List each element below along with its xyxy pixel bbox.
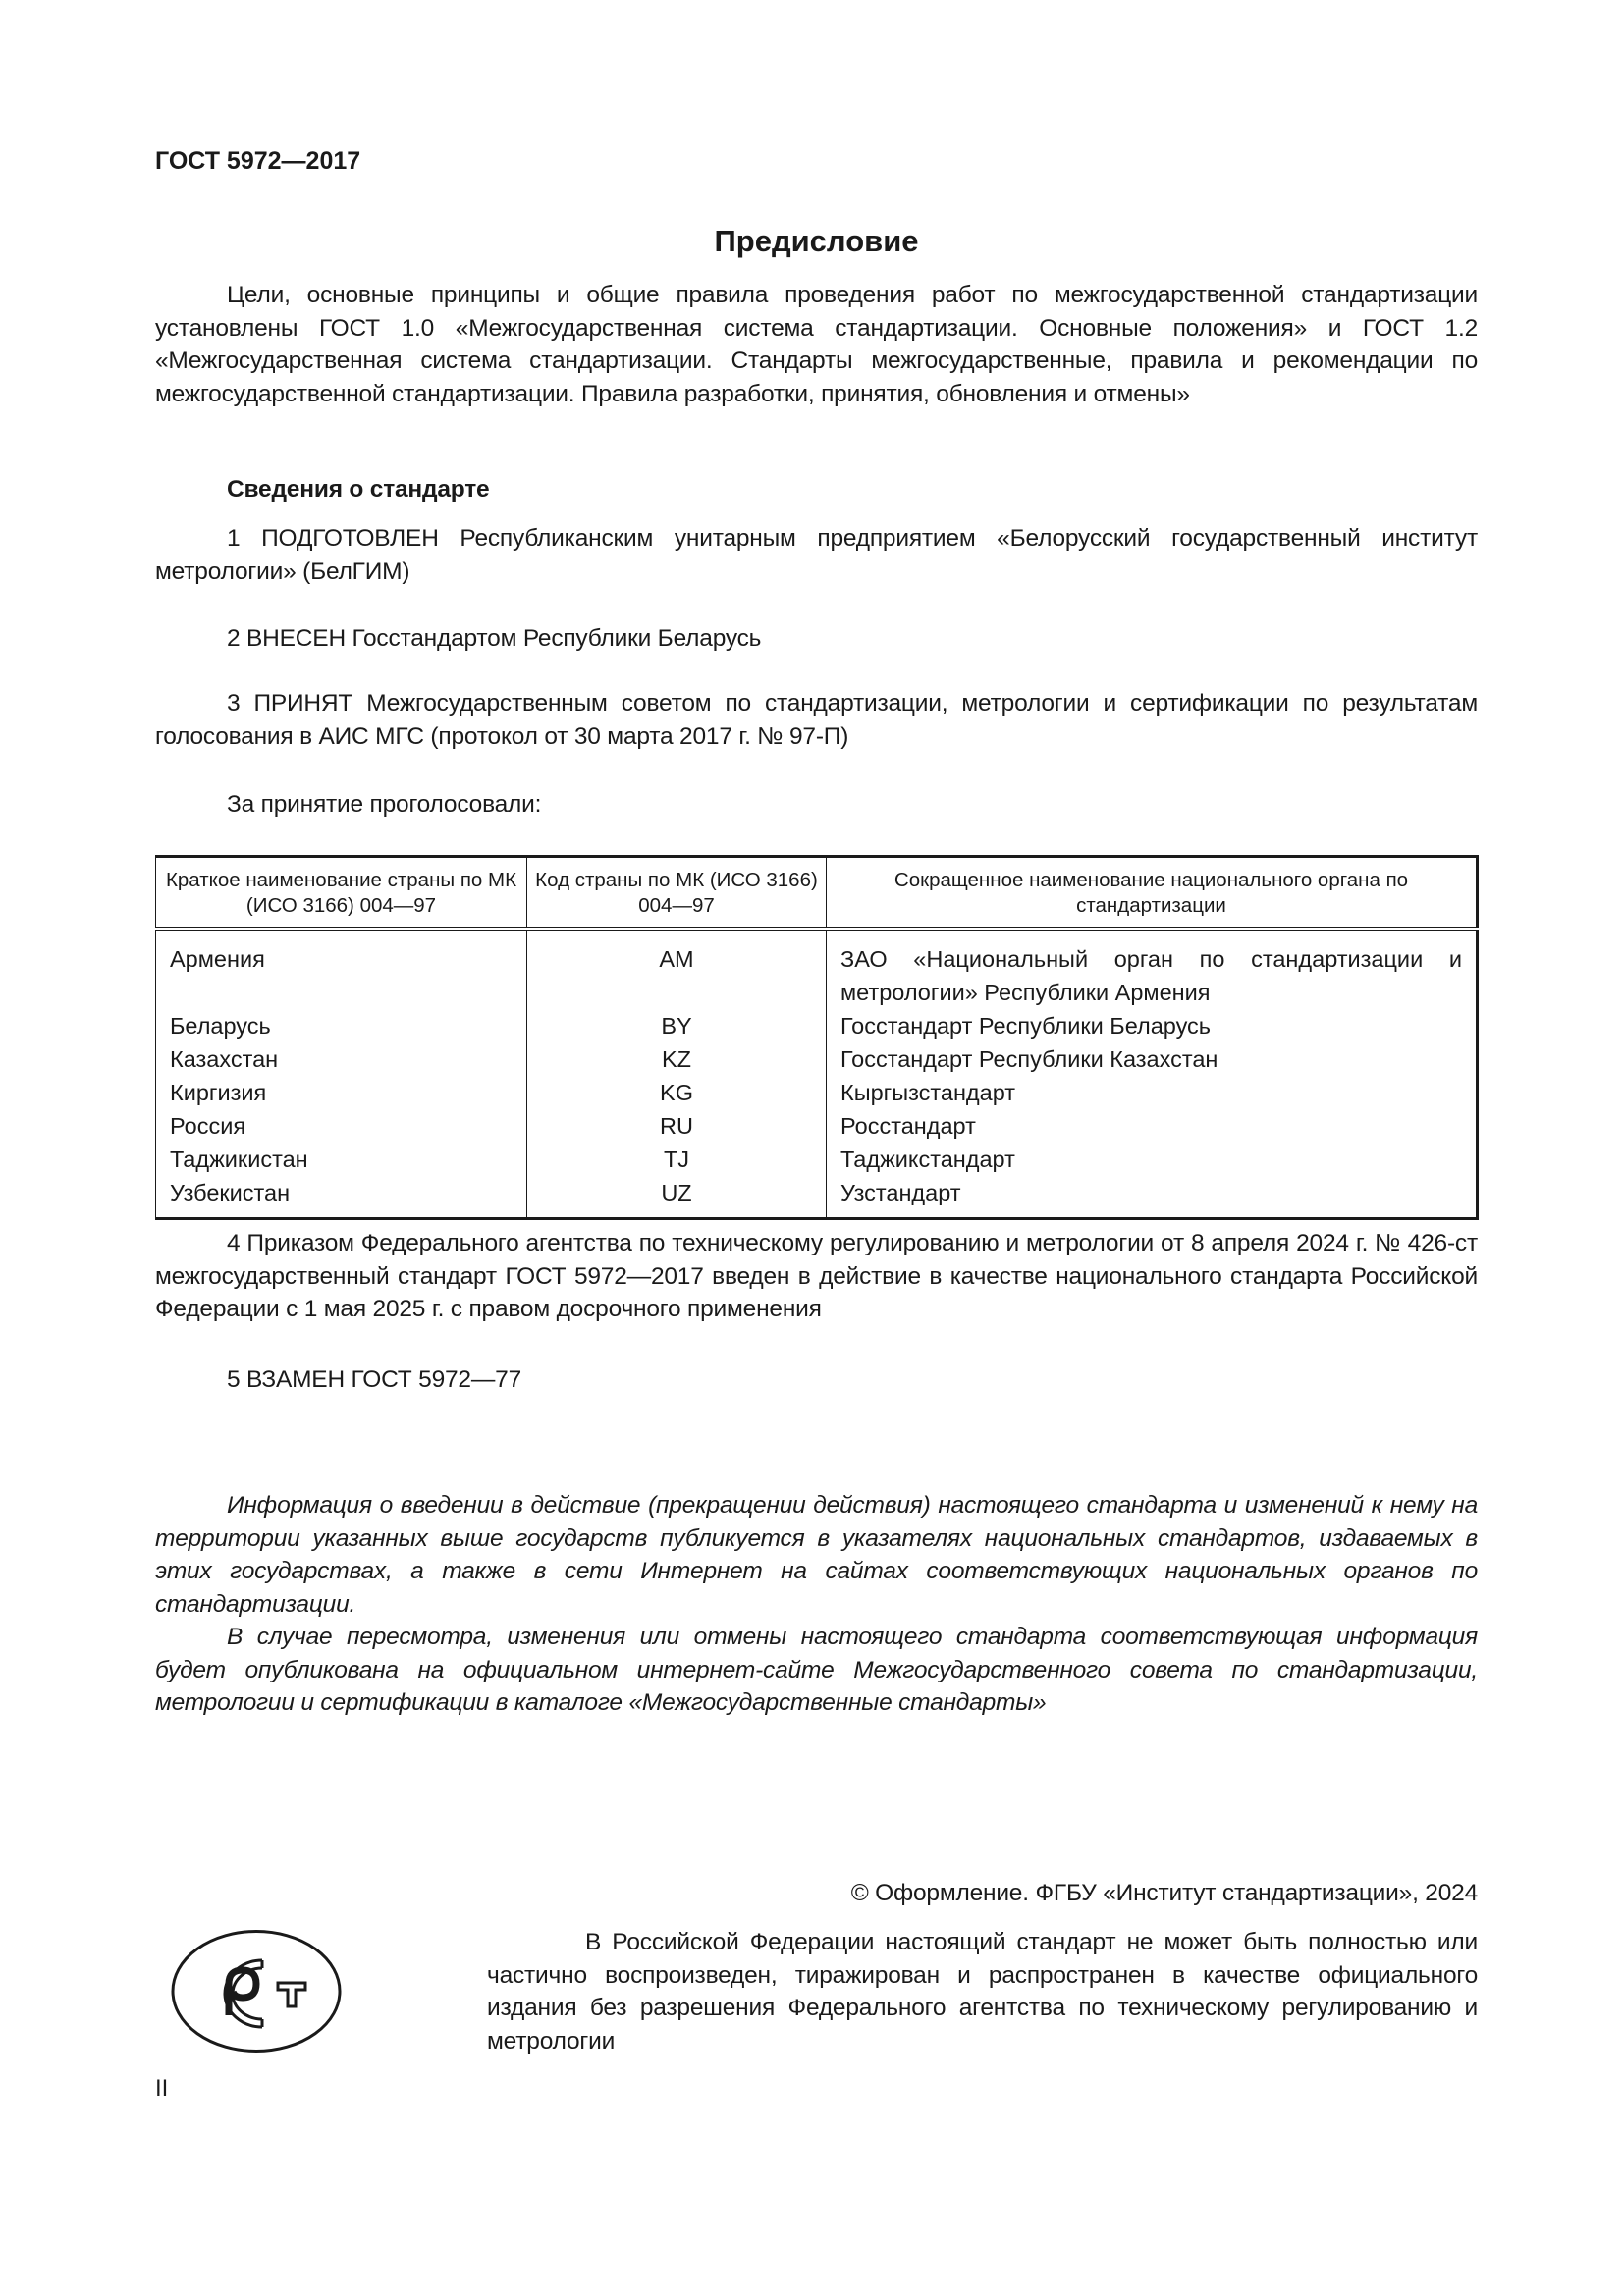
standards-body: ЗАО «Национальный орган по стандартизации и метрологии» Республики Армения <box>840 946 1462 1005</box>
item-1: 1 ПОДГОТОВЛЕН Республиканским унитарным предприятием «Белорусский государственный институт метрологии» (БелГИМ) <box>155 525 1478 585</box>
country-name: Россия <box>156 1109 527 1143</box>
standards-body: Госстандарт Республики Беларусь <box>840 1013 1212 1039</box>
notice-paragraph-2: В случае пересмотра, изменения или отмены настоящего стандарта соответствующая информация будет опубликована на официальном интернет-сайте Межгосударственного совета по стандартизации, метрологии и сертификации в каталоге «Межгосударственные стандарты» <box>155 1624 1478 1716</box>
section-heading: Сведения о стандарте <box>227 476 490 503</box>
table-row <box>156 1109 1478 1143</box>
item-5: 5 ВЗАМЕН ГОСТ 5972—77 <box>227 1366 522 1393</box>
standards-body: Росстандарт <box>840 1113 976 1139</box>
notice-paragraph-1: Информация о введении в действие (прекращении действия) настоящего стандарта и изменений к нему на территории указанных выше государств публикуется в указателях национальных стандартов, издаваемых в этих государствах, а также в сети Интернет на сайтах соответствующих национальных органов по стандартизации. <box>155 1492 1478 1618</box>
country-code: AM <box>527 929 827 1009</box>
country-name: Киргизия <box>156 1076 527 1109</box>
item-2: 2 ВНЕСЕН Госстандартом Республики Беларусь <box>227 625 762 652</box>
country-code: KG <box>527 1076 827 1109</box>
table-row <box>156 929 1478 1009</box>
standards-body: Таджикстандарт <box>840 1147 1015 1172</box>
table-row <box>156 1076 1478 1109</box>
page-title: Предисловие <box>714 224 919 258</box>
country-code: KZ <box>527 1042 827 1076</box>
document-id: ГОСТ 5972—2017 <box>155 147 361 175</box>
intro-paragraph: Цели, основные принципы и общие правила проведения работ по межгосударственной стандартизации установлены ГОСТ 1.0 «Межгосударственная система стандартизации. Основные положения» и ГОСТ 1.2 «Межгосударственная система стандартизации. Стандарты межгосударственные, правила и рекомендации по межгосударственной стандартизации. Правила разработки, принятия, обновления и отмены» <box>155 282 1478 407</box>
table-row <box>156 1143 1478 1176</box>
page-number: II <box>155 2075 169 2102</box>
table-row <box>156 1042 1478 1076</box>
country-code: UZ <box>527 1176 827 1219</box>
country-code: TJ <box>527 1143 827 1176</box>
item-4: 4 Приказом Федерального агентства по техническому регулированию и метрологии от 8 апреля 2024 г. № 426-ст межгосударственный стандарт ГОСТ 5972—2017 введен в действие в качестве национального стандарта Российской Федерации с 1 мая 2025 г. с правом досрочного применения <box>155 1230 1478 1322</box>
voting-table <box>155 855 1479 1220</box>
header-country-code: Код страны по МК (ИСО 3166) 004—97 <box>527 857 827 930</box>
standards-body: Госстандарт Республики Казахстан <box>840 1046 1218 1072</box>
rst-certification-mark-icon <box>170 1929 343 2054</box>
copyright-notice: © Оформление. ФГБУ «Институт стандартизации», 2024 <box>850 1880 1478 1906</box>
vote-intro: За принятие проголосовали: <box>227 791 542 818</box>
item-3: 3 ПРИНЯТ Межгосударственным советом по стандартизации, метрологии и сертификации по результатам голосования в АИС МГС (протокол от 30 марта 2017 г. № 97-П) <box>155 690 1478 750</box>
rights-notice: В Российской Федерации настоящий стандарт не может быть полностью или частично воспроизведен, тиражирован и распространен в качестве официального издания без разрешения Федерального агентства по техническому регулированию и метрологии <box>487 1929 1478 2055</box>
country-name: Армения <box>156 929 527 1009</box>
table-row <box>156 1009 1478 1042</box>
country-code: RU <box>527 1109 827 1143</box>
country-code: BY <box>527 1009 827 1042</box>
header-standards-body: Сокращенное наименование национального органа по стандартизации <box>827 857 1478 930</box>
table-row <box>156 1176 1478 1219</box>
country-name: Беларусь <box>156 1009 527 1042</box>
standards-body: Кыргызстандарт <box>840 1080 1016 1105</box>
country-name: Казахстан <box>156 1042 527 1076</box>
country-name: Таджикистан <box>156 1143 527 1176</box>
country-name: Узбекистан <box>156 1176 527 1219</box>
header-country-name: Краткое наименование страны по МК (ИСО 3166) 004—97 <box>156 857 527 930</box>
standards-body: Узстандарт <box>840 1180 961 1205</box>
table-header-row <box>156 857 1478 930</box>
